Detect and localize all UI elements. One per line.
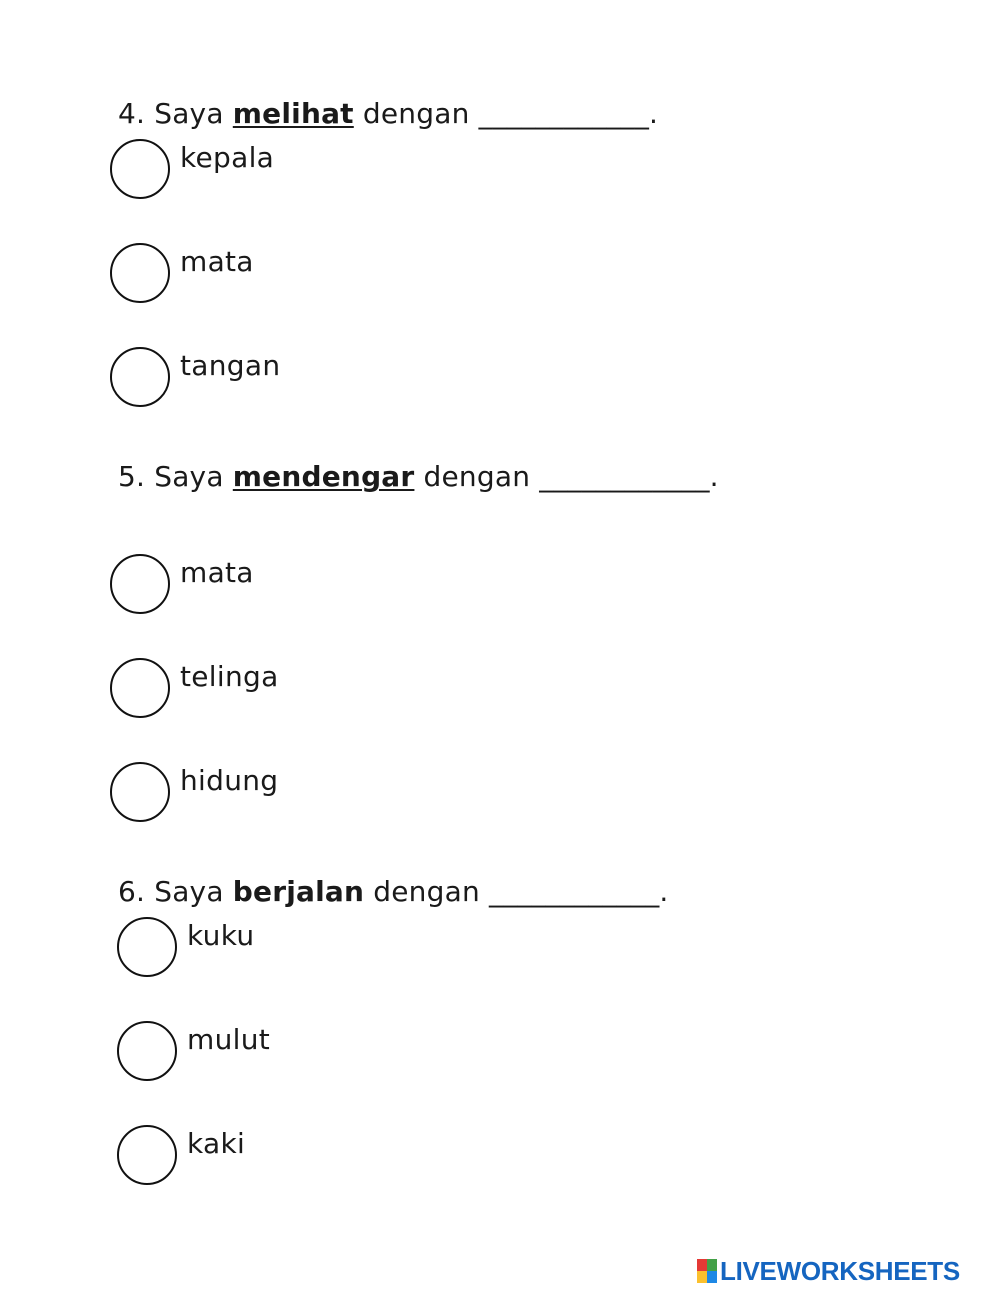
- radio-circle[interactable]: [110, 658, 170, 718]
- radio-circle[interactable]: [117, 917, 177, 977]
- option-label: kepala: [180, 140, 275, 174]
- radio-circle[interactable]: [117, 1125, 177, 1185]
- option-q6-c[interactable]: [117, 1123, 245, 1187]
- question-keyword: berjalan: [232, 875, 365, 908]
- option-q6-a[interactable]: [117, 915, 254, 979]
- question-5: [118, 459, 719, 495]
- option-label: mulut: [187, 1022, 271, 1056]
- option-label: kaki: [187, 1126, 246, 1160]
- option-q4-b[interactable]: [110, 241, 254, 305]
- radio-circle[interactable]: [110, 554, 170, 614]
- option-label: mata: [180, 244, 254, 278]
- question-suffix: dengan ____________.: [423, 460, 719, 493]
- option-label: hidung: [180, 763, 279, 797]
- question-6: [118, 874, 669, 910]
- liveworksheets-logo-icon: [697, 1259, 717, 1283]
- question-keyword: melihat: [232, 97, 354, 130]
- option-label: mata: [180, 555, 254, 589]
- brand-footer: [697, 1255, 960, 1286]
- question-4: [118, 96, 658, 132]
- question-suffix: dengan ____________.: [362, 97, 659, 130]
- option-label: tangan: [180, 348, 281, 382]
- option-q6-b[interactable]: [117, 1019, 270, 1083]
- option-label: telinga: [180, 659, 279, 693]
- option-q5-c[interactable]: [110, 760, 278, 824]
- radio-circle[interactable]: [110, 243, 170, 303]
- brand-name: LIVEWORKSHEETS: [720, 1255, 960, 1286]
- question-prefix: 4. Saya: [118, 97, 224, 130]
- question-suffix: dengan ____________.: [373, 875, 669, 908]
- question-keyword: mendengar: [232, 460, 415, 493]
- radio-circle[interactable]: [110, 139, 170, 199]
- radio-circle[interactable]: [110, 762, 170, 822]
- option-q5-a[interactable]: [110, 552, 254, 616]
- option-q5-b[interactable]: [110, 656, 279, 720]
- radio-circle[interactable]: [110, 347, 170, 407]
- option-label: kuku: [187, 918, 255, 952]
- option-q4-c[interactable]: [110, 345, 280, 409]
- question-prefix: 6. Saya: [118, 875, 224, 908]
- radio-circle[interactable]: [117, 1021, 177, 1081]
- question-prefix: 5. Saya: [118, 460, 224, 493]
- option-q4-a[interactable]: [110, 137, 274, 201]
